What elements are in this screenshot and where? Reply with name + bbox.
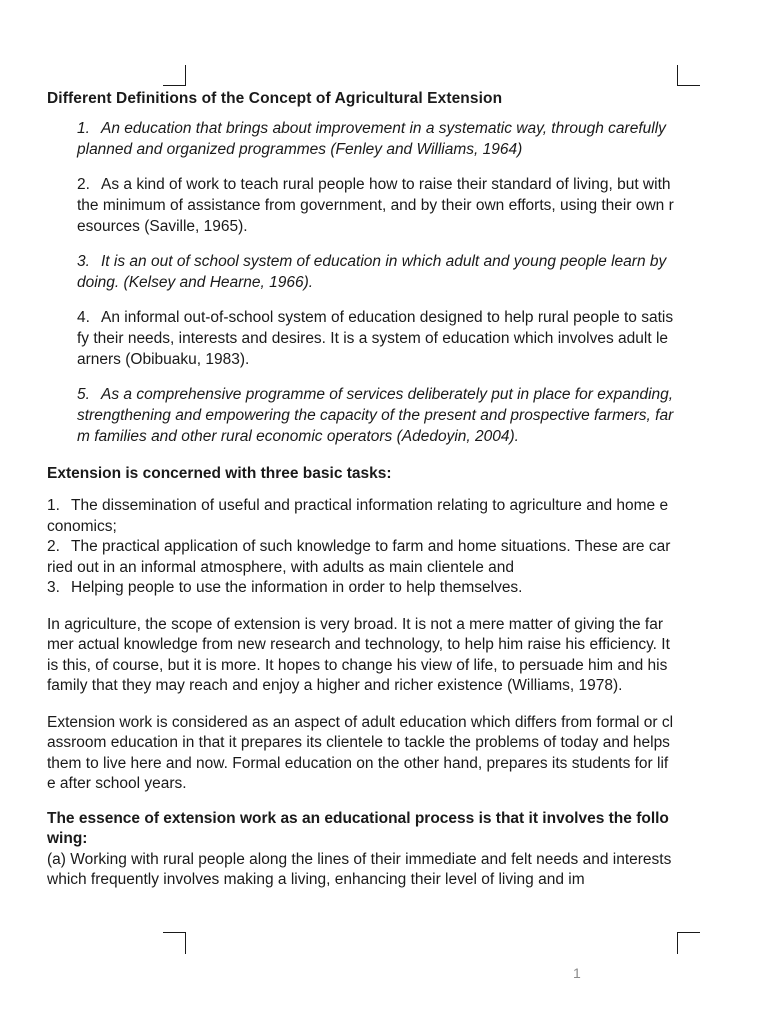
definition-item [77,118,675,160]
task-item [47,537,675,578]
document-heading: Different Definitions of the Concept of Agricultural Extension [47,90,503,107]
task-number: 1. [47,497,60,514]
definition-number: 4. [77,309,90,326]
essence-item-a: (a) Working with rural people along the lines of their immediate and felt needs and interests which frequently involves making a living, enhancing their level of living and im [47,850,672,888]
definition-number: 1. [77,120,90,137]
definition-number: 2. [77,176,90,193]
task-item [47,496,675,537]
task-text: The practical application of such knowledge to farm and home situations. These are carried out in an informal atmosphere, with adults as main clientele and [47,538,671,576]
definition-item [77,384,675,447]
task-text: The dissemination of useful and practical information relating to agriculture and home economics; [47,497,669,535]
task-number: 3. [47,579,60,596]
definition-text: It is an out of school system of education in which adult and young people learn by doing. (Kelsey and Hearne, 1966). [77,253,667,291]
definition-text: As a comprehensive programme of services deliberately put in place for expanding, strengthening and empowering the capacity of the present and prospective farmers, farm families and other rural economic operators (Adedoyin, 2004). [77,386,674,445]
task-number: 2. [47,538,60,555]
definition-item [77,174,675,237]
definition-number: 3. [77,253,90,270]
essence-title: The essence of extension work as an educational process is that it involves the following: [47,809,669,847]
task-text: Helping people to use the information in order to help themselves. [71,579,523,596]
definition-item [77,251,675,293]
task-item [47,578,675,599]
paragraph-scope: In agriculture, the scope of extension is very broad. It is not a mere matter of giving the farmer actual knowledge from new research and technology, to help him raise his efficiency. It is this, of course, but it is more. It hopes to change his view of life, to persuade him and his family that they may reach and enjoy a higher and richer existence (Williams, 1978). [47,615,670,694]
page-number: 1 [573,965,581,981]
definition-text: An informal out-of-school system of education designed to help rural people to satisfy their needs, interests and desires. It is a system of education which involves adult learners (Obibuaku, 1983). [77,309,674,368]
definition-item [77,307,675,370]
definition-text: An education that brings about improvement in a systematic way, through carefully planned and organized programmes (Fenley and Williams, 1964) [77,120,666,158]
document-body [47,88,675,891]
definition-text: As a kind of work to teach rural people how to raise their standard of living, but with the minimum of assistance from government, and by their own efforts, using their own resources (Saville, 1965). [77,176,674,235]
definition-number: 5. [77,386,90,403]
tasks-title: Extension is concerned with three basic tasks: [47,465,392,482]
paragraph-adult-education: Extension work is considered as an aspect of adult education which differs from formal or classroom education in that it prepares its clientele to tackle the problems of today and helps them to live here and now. Formal education on the other hand, prepares its students for life after school years. [47,713,674,792]
